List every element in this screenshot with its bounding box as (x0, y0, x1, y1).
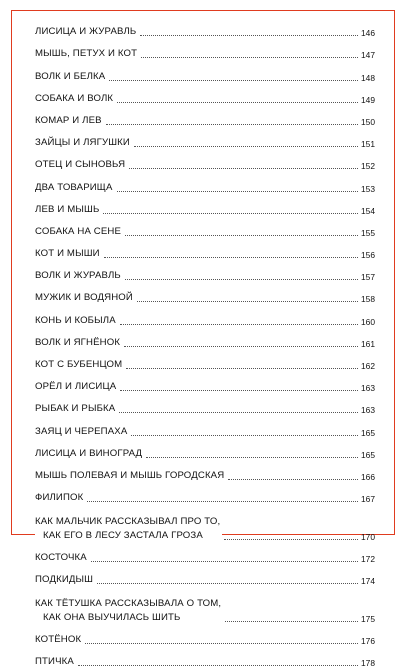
toc-entry (35, 394, 375, 416)
toc-entry-title-line: ЗАЯЦ И ЧЕРЕПАХА (35, 425, 128, 437)
dot-leader (140, 34, 358, 36)
toc-entry-title-line: МУЖИК И ВОДЯНОЙ (35, 292, 133, 304)
toc-entry-title (35, 515, 222, 543)
toc-entry-title-line: МЫШЬ, ПЕТУХ И КОТ (35, 48, 138, 60)
dot-leader (141, 56, 358, 58)
toc-entry-title (35, 597, 223, 625)
toc-entry (35, 625, 375, 647)
dot-leader (109, 79, 358, 81)
toc-entry (35, 283, 375, 305)
toc-entry-title-line: СОБАКА НА СЕНЕ (35, 225, 122, 237)
toc-entry (35, 195, 375, 217)
toc-entry-title-line: ОТЕЦ И СЫНОВЬЯ (35, 159, 126, 171)
toc-entry-title-line: ВОЛК И БЕЛКА (35, 70, 106, 82)
toc-entry-title (35, 447, 144, 461)
toc-entry-title (35, 70, 107, 84)
dot-leader (137, 300, 358, 302)
toc-entry-title-line: ВОЛК И ЯГНЁНОК (35, 336, 121, 348)
toc-entry-title-line: ОРЁЛ И ЛИСИЦА (35, 381, 117, 393)
toc-entry-page-number: 154 (361, 205, 375, 216)
toc-entry-title (35, 425, 129, 439)
dot-leader (85, 642, 358, 644)
toc-entry-page-number: 167 (361, 494, 375, 505)
dot-leader (146, 456, 358, 458)
toc-entry-title (35, 402, 117, 416)
toc-entry (35, 647, 375, 669)
toc-entry-page-number: 151 (361, 139, 375, 150)
toc-entry-title-line: ЛИСИЦА И ВИНОГРАД (35, 447, 143, 459)
dot-leader (131, 434, 358, 436)
toc-entry-title (35, 314, 118, 328)
dot-leader (224, 538, 358, 540)
toc-entry-title (35, 225, 123, 239)
toc-entry (35, 261, 375, 283)
toc-entry-title (35, 655, 76, 669)
dot-leader (97, 582, 358, 584)
toc-entry (35, 543, 375, 565)
toc-entry-title-line: КАК ЕГО В ЛЕСУ ЗАСТАЛА ГРОЗА (35, 529, 222, 543)
toc-entry-title (35, 47, 139, 61)
toc-entry-page-number: 166 (361, 471, 375, 482)
toc-entry-page-number: 150 (361, 116, 375, 127)
toc-entry-title-line: ЛЕВ И МЫШЬ (35, 203, 100, 215)
dot-leader (119, 411, 358, 413)
toc-entry-page-number: 163 (361, 383, 375, 394)
dot-leader (103, 212, 358, 214)
toc-entry-page-number: 162 (361, 361, 375, 371)
toc-entry-page-number: 149 (361, 94, 375, 105)
toc-entry-title (35, 573, 95, 587)
dot-leader (125, 278, 358, 280)
toc-entry-page-number: 170 (361, 531, 375, 542)
toc-entry-title (35, 92, 115, 106)
toc-entry-title-line: ЗАЙЦЫ И ЛЯГУШКИ (35, 137, 130, 149)
toc-entry-page-number: 161 (361, 338, 375, 349)
toc-entry-page-number: 146 (361, 28, 375, 39)
toc-entry-title-line: ПТИЧКА (35, 655, 74, 667)
table-of-contents (35, 17, 375, 669)
toc-entry-page-number: 152 (361, 161, 375, 172)
toc-entry (35, 61, 375, 83)
toc-entry (35, 39, 375, 61)
toc-entry-page-number: 160 (361, 316, 375, 327)
toc-entry-title (35, 291, 135, 305)
toc-entry-title-line: КАК ТЁТУШКА РАССКАЗЫВАЛА О ТОМ, (35, 597, 222, 609)
toc-entry-title (35, 269, 123, 283)
toc-entry (35, 305, 375, 327)
toc-entry-title-line: РЫБАК И РЫБКА (35, 403, 116, 415)
toc-entry-title (35, 158, 127, 172)
toc-entry-title (35, 114, 104, 128)
toc-entry (35, 587, 375, 625)
toc-entry-title (35, 247, 102, 261)
dot-leader (125, 234, 358, 236)
dot-leader (91, 560, 358, 562)
toc-entry-title (35, 633, 83, 647)
toc-entry-title-line: КАК ОНА ВЫУЧИЛАСЬ ШИТЬ (35, 611, 223, 625)
toc-entry-title-line: МЫШЬ ПОЛЕВАЯ И МЫШЬ ГОРОДСКАЯ (35, 469, 225, 481)
toc-entry (35, 483, 375, 505)
toc-entry-title-line: КАК МАЛЬЧИК РАССКАЗЫВАЛ ПРО ТО, (35, 515, 221, 527)
toc-entry (35, 565, 375, 587)
toc-entry-title-line: КОТ И МЫШИ (35, 248, 100, 260)
toc-entry (35, 172, 375, 194)
toc-entry-title-line: КОТ С БУБЕНЦОМ (35, 359, 123, 370)
toc-entry-title-line: СОБАКА И ВОЛК (35, 92, 114, 104)
dot-leader (225, 620, 358, 622)
dot-leader (78, 664, 358, 666)
toc-entry (35, 84, 375, 106)
toc-entry-title (35, 203, 101, 217)
toc-entry-page-number: 165 (361, 449, 375, 460)
toc-entry (35, 372, 375, 394)
dot-leader (228, 478, 358, 480)
toc-entry-page-number: 157 (361, 272, 375, 283)
toc-entry-page-number: 158 (361, 294, 375, 305)
toc-entry-title (35, 336, 122, 350)
toc-entry-title-line: КОМАР И ЛЕВ (35, 114, 102, 126)
toc-entry (35, 239, 375, 261)
toc-entry-title-line: ФИЛИПОК (35, 492, 84, 504)
dot-leader (104, 256, 358, 258)
toc-entry-page-number: 148 (361, 72, 375, 83)
toc-entry-title (35, 25, 138, 39)
toc-entry (35, 106, 375, 128)
toc-entry-title-line: ЛИСИЦА И ЖУРАВЛЬ (35, 26, 137, 38)
dot-leader (120, 389, 358, 391)
toc-entry-page-number: 156 (361, 250, 375, 261)
toc-entry-title-line: ВОЛК И ЖУРАВЛЬ (35, 270, 121, 282)
toc-entry-title (35, 469, 226, 483)
toc-entry-page-number: 172 (361, 553, 375, 564)
toc-entry (35, 128, 375, 150)
toc-entry-title (35, 358, 124, 372)
dot-leader (129, 167, 358, 169)
toc-entry-page-number: 163 (361, 405, 375, 416)
toc-entry-page-number: 155 (361, 227, 375, 238)
toc-entry-page-number: 175 (361, 613, 375, 624)
toc-entry (35, 150, 375, 172)
toc-entry-page-number: 176 (361, 635, 375, 646)
toc-entry-page-number: 174 (361, 576, 375, 586)
toc-entry-title (35, 181, 115, 195)
dot-leader (106, 123, 358, 125)
toc-entry-title-line: ПОДКИДЫШ (35, 574, 94, 585)
dot-leader (124, 345, 358, 347)
toc-entry-title (35, 380, 118, 394)
toc-entry (35, 461, 375, 483)
toc-entry-title-line: ДВА ТОВАРИЩА (35, 181, 113, 193)
toc-entry (35, 350, 375, 372)
toc-entry (35, 328, 375, 350)
toc-entry (35, 439, 375, 461)
toc-entry-page-number: 178 (361, 657, 375, 668)
toc-entry (35, 217, 375, 239)
toc-entry-page-number: 153 (361, 183, 375, 194)
dot-leader (87, 500, 358, 502)
toc-entry (35, 505, 375, 543)
dot-leader (134, 145, 358, 147)
toc-entry-title (35, 136, 132, 150)
toc-entry-page-number: 147 (361, 50, 375, 61)
dot-leader (117, 190, 359, 192)
toc-entry-title-line: КОСТОЧКА (35, 551, 87, 563)
dot-leader (117, 101, 358, 103)
toc-entry-title-line: КОТЁНОК (35, 633, 82, 645)
dot-leader (120, 323, 358, 325)
toc-entry-page-number: 165 (361, 427, 375, 438)
toc-entry (35, 416, 375, 438)
toc-entry-title (35, 551, 89, 565)
toc-entry-title (35, 491, 85, 505)
dot-leader (126, 367, 358, 369)
toc-entry (35, 17, 375, 39)
toc-entry-title-line: КОНЬ И КОБЫЛА (35, 314, 116, 326)
